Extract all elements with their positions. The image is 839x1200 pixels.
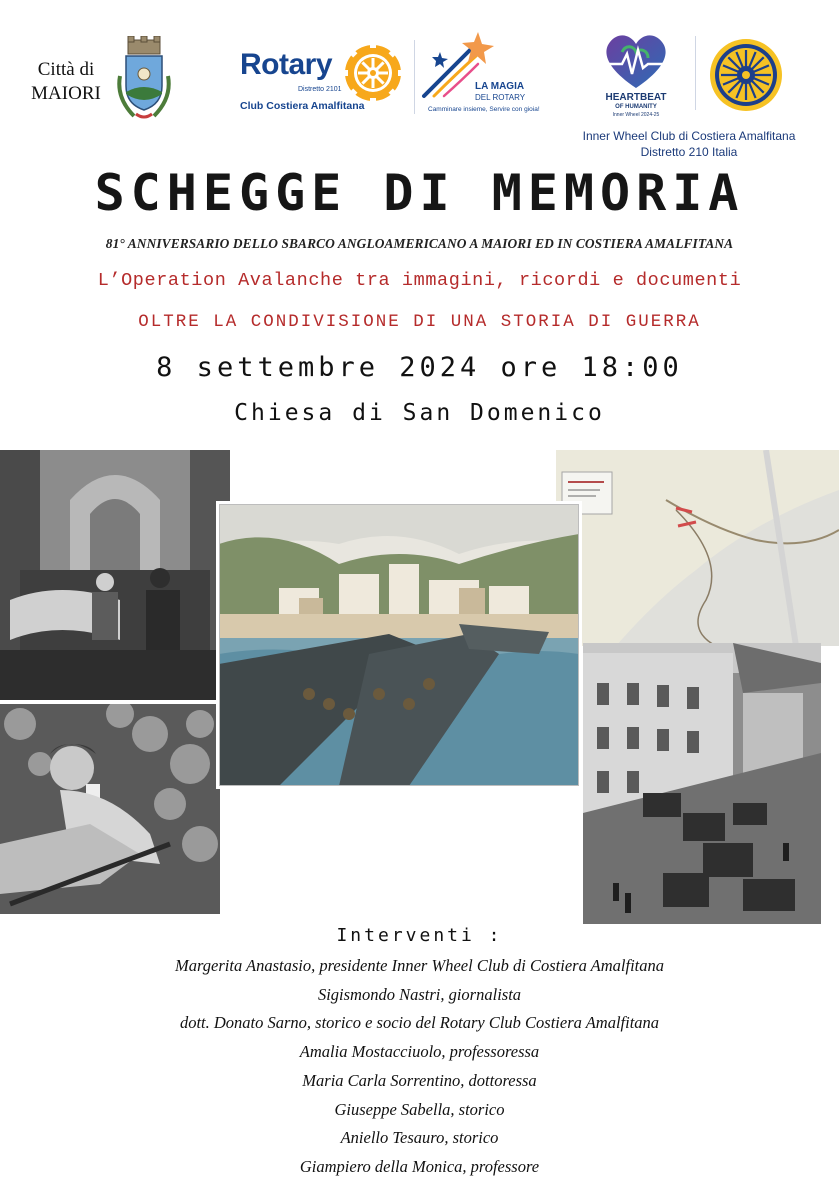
rotary-district: Distretto 2101 xyxy=(298,86,342,93)
heartbeat-line2: OF HUMANITY xyxy=(615,104,657,110)
event-tagline-2: OLTRE LA CONDIVISIONE DI UNA STORIA DI GUERRA xyxy=(138,312,701,332)
speaker-item: Amalia Mostacciuolo, professoressa xyxy=(299,1042,540,1062)
speakers-heading: Interventi : xyxy=(336,925,503,946)
street-photo xyxy=(583,643,821,924)
city-of-maiori-logo xyxy=(30,36,180,122)
heartbeat-line3: Inner Wheel 2024-25 xyxy=(612,112,660,118)
church-photo xyxy=(0,450,230,700)
event-date: 8 settembre 2024 ore 18:00 xyxy=(156,352,683,383)
event-venue: Chiesa di San Domenico xyxy=(234,400,605,426)
inner-wheel-emblem-icon xyxy=(708,37,784,113)
city-line2: MAIORI xyxy=(31,83,101,104)
magia-line1: LA MAGIA xyxy=(475,81,525,92)
inner-wheel-district: Distretto 210 Italia xyxy=(640,145,738,159)
city-line1: Città di xyxy=(37,59,95,80)
rotary-club-name: Club Costiera Amalfitana xyxy=(240,100,365,112)
maiori-coat-of-arms-icon xyxy=(114,36,174,122)
speaker-item: dott. Donato Sarno, storico e socio del Rotary Club Costiera Amalfitana xyxy=(179,1013,660,1033)
child-photo xyxy=(0,704,220,914)
speaker-item: Giampiero della Monica, professore xyxy=(299,1156,540,1176)
map-photo xyxy=(556,450,839,646)
magia-line2: DEL ROTARY xyxy=(475,93,526,102)
speaker-item: Margerita Anastasio, presidente Inner Wheel Club di Costiera Amalfitana xyxy=(174,956,664,975)
la-magia-del-rotary-logo xyxy=(420,30,548,114)
speaker-item: Sigismondo Nastri, giornalista xyxy=(317,984,522,1004)
city-name xyxy=(30,58,102,106)
heartbeat-of-humanity-logo xyxy=(596,30,676,122)
inner-wheel-caption xyxy=(578,128,800,160)
logo-divider xyxy=(414,40,415,114)
heartbeat-heart-icon xyxy=(602,30,670,90)
rotary-wheel-icon xyxy=(342,42,404,104)
magia-motto: Camminare insieme, Servire con gioia! xyxy=(428,106,540,113)
rotary-wordmark: Rotary xyxy=(240,48,333,81)
rotary-club-logo xyxy=(238,42,408,122)
speaker-item: Maria Carla Sorrentino, dottoressa xyxy=(302,1070,537,1090)
speakers-list xyxy=(0,952,839,1182)
heartbeat-line1: HEARTBEAT xyxy=(605,92,667,103)
event-title: SCHEGGE DI MEMORIA xyxy=(94,164,745,222)
event-tagline-1: L’Operation Avalanche tra immagini, ricordi e documenti xyxy=(97,270,742,291)
logo-divider xyxy=(695,36,696,110)
landing-painting xyxy=(219,504,579,786)
speaker-item: Giuseppe Sabella, storico xyxy=(334,1099,505,1119)
inner-wheel-club-name: Inner Wheel Club di Costiera Amalfitana xyxy=(582,129,796,143)
event-subtitle: 81° ANNIVERSARIO DELLO SBARCO ANGLOAMERICANO A MAIORI ED IN COSTIERA AMALFITANA xyxy=(105,236,734,251)
speaker-item: Aniello Tesauro, storico xyxy=(340,1128,499,1148)
